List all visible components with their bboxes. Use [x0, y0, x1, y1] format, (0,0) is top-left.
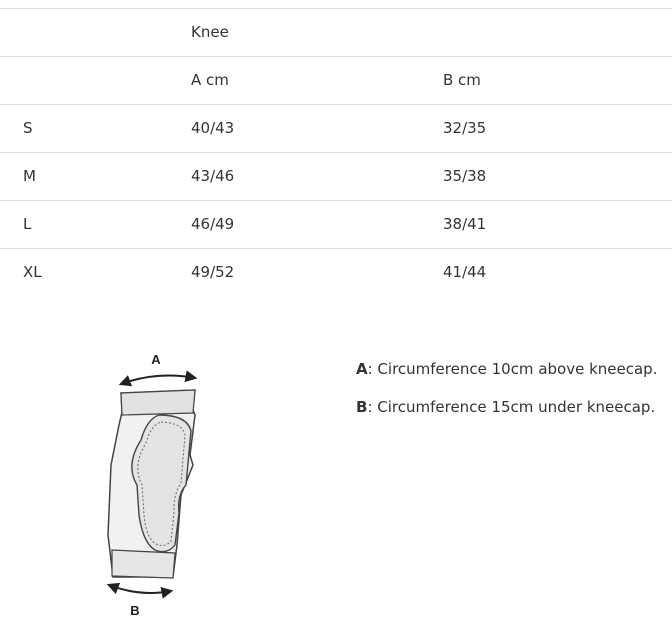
table-row	[0, 249, 672, 296]
size-cell: S	[23, 119, 33, 137]
knee-pad-diagram	[95, 345, 215, 625]
legend-item-a	[356, 358, 666, 396]
a-cm-cell: 43/46	[191, 167, 235, 185]
legend-item-b	[356, 396, 666, 434]
measure-label-b: B	[130, 603, 140, 618]
size-cell: XL	[23, 263, 42, 281]
measure-label-a: A	[151, 352, 161, 367]
table-group-header: Knee	[191, 23, 229, 41]
table-row	[0, 201, 672, 249]
legend-key-b: B	[356, 398, 368, 416]
b-cm-cell: 41/44	[443, 263, 487, 281]
legend-text-b: : Circumference 15cm under kneecap.	[367, 398, 656, 416]
a-cm-cell: 40/43	[191, 119, 235, 137]
b-cm-cell: 38/41	[443, 215, 487, 233]
top-cuff	[121, 390, 195, 415]
measurement-legend	[356, 358, 666, 434]
bottom-cuff	[112, 550, 175, 578]
table-row	[0, 153, 672, 201]
b-cm-cell: 35/38	[443, 167, 487, 185]
legend-key-a: A	[356, 360, 368, 378]
size-cell: L	[23, 215, 32, 233]
size-chart-table	[0, 8, 672, 296]
size-cell: M	[23, 167, 36, 185]
measure-arrow-a	[121, 376, 195, 384]
column-header-a: A cm	[191, 71, 229, 89]
table-header-row	[0, 9, 672, 57]
measure-arrow-b	[109, 585, 171, 593]
legend-text-a: : Circumference 10cm above kneecap.	[367, 360, 658, 378]
table-column-header-row	[0, 57, 672, 105]
table-row	[0, 105, 672, 153]
b-cm-cell: 32/35	[443, 119, 487, 137]
column-header-b: B cm	[443, 71, 481, 89]
a-cm-cell: 46/49	[191, 215, 235, 233]
a-cm-cell: 49/52	[191, 263, 235, 281]
